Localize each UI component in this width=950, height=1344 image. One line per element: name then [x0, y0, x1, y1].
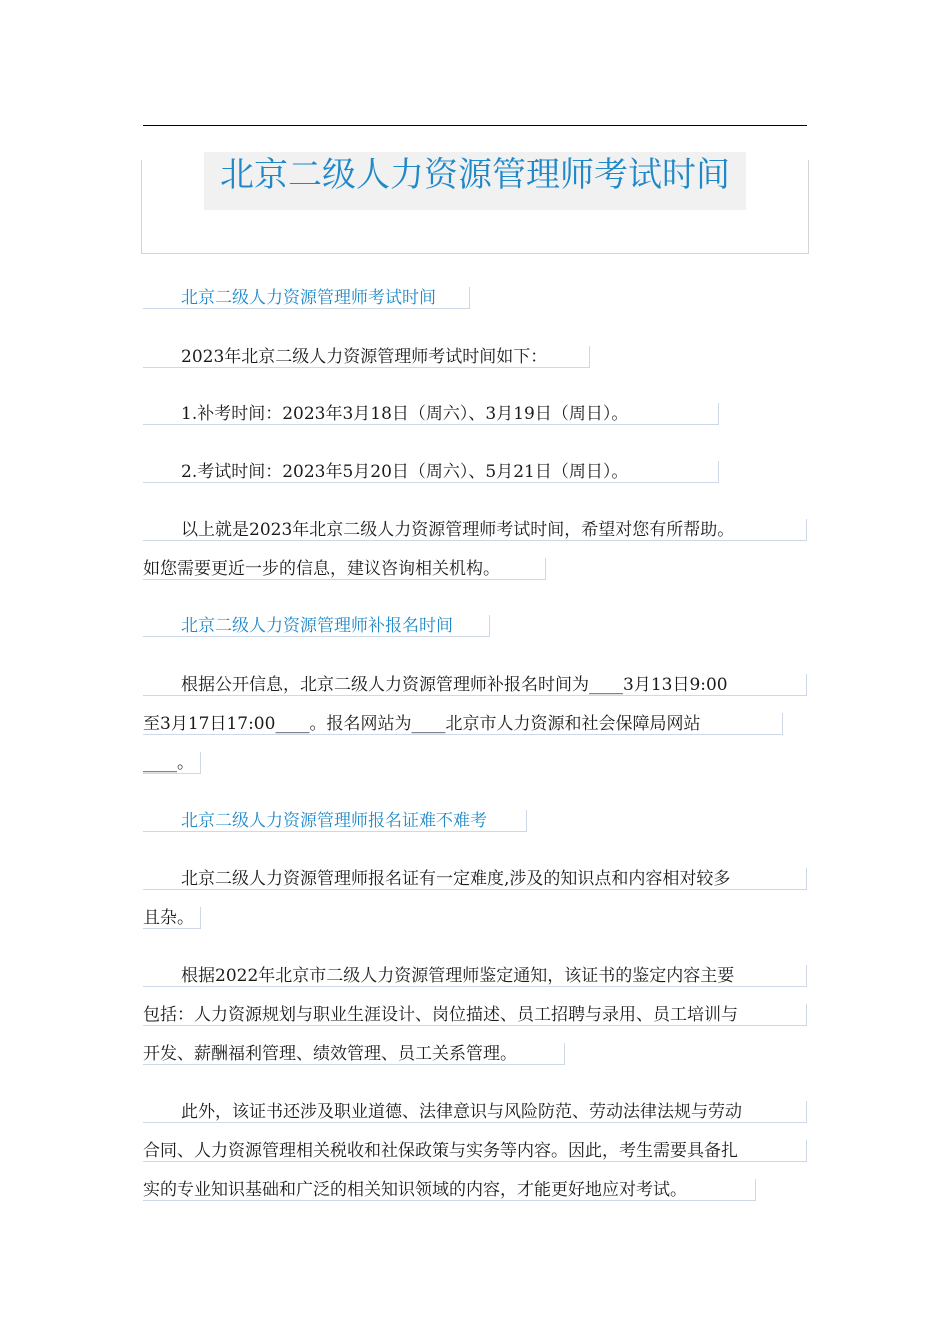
header-rule [143, 125, 807, 126]
extra-line-2: 合同、人力资源管理相关税收和社保政策与实务等内容。因此，考生需要具备扎 [143, 1140, 807, 1162]
registration-line-1: 根据公开信息，北京二级人力资源管理师补报名时间为____3月13日9:00 [143, 674, 807, 696]
extra-line-3: 实的专业知识基础和广泛的相关知识领域的内容，才能更好地应对考试。 [143, 1179, 756, 1201]
section-heading-registration: 北京二级人力资源管理师补报名时间 [143, 615, 490, 637]
registration-line-2: 至3月17日17:00____。报名网站为____北京市人力资源和社会保障局网站 [143, 713, 783, 735]
summary-line-1: 以上就是2023年北京二级人力资源管理师考试时间，希望对您有所帮助。 [143, 519, 807, 541]
content-line-2: 包括：人力资源规划与职业生涯设计、岗位描述、员工招聘与录用、员工培训与 [143, 1004, 807, 1026]
summary-line-2: 如您需要更近一步的信息，建议咨询相关机构。 [143, 558, 546, 580]
section-heading-difficulty: 北京二级人力资源管理师报名证难不难考 [143, 810, 527, 832]
document-title: 北京二级人力资源管理师考试时间 [204, 152, 746, 210]
intro-line: 2023年北京二级人力资源管理师考试时间如下： [143, 346, 590, 368]
registration-line-3: ____。 [143, 752, 201, 774]
difficulty-line-2: 且杂。 [143, 907, 201, 929]
extra-line-1: 此外，该证书还涉及职业道德、法律意识与风险防范、劳动法律法规与劳动 [143, 1101, 807, 1123]
difficulty-line-1: 北京二级人力资源管理师报名证有一定难度,涉及的知识点和内容相对较多 [143, 868, 807, 890]
content-line-3: 开发、薪酬福利管理、绩效管理、员工关系管理。 [143, 1043, 565, 1065]
content-line-1: 根据2022年北京市二级人力资源管理师鉴定通知，该证书的鉴定内容主要 [143, 965, 807, 987]
section-heading-exam-time: 北京二级人力资源管理师考试时间 [143, 287, 470, 309]
list-item-makeup-exam: 1.补考时间：2023年3月18日（周六）、3月19日（周日）。 [143, 403, 719, 425]
list-item-exam: 2.考试时间：2023年5月20日（周六）、5月21日（周日）。 [143, 461, 719, 483]
